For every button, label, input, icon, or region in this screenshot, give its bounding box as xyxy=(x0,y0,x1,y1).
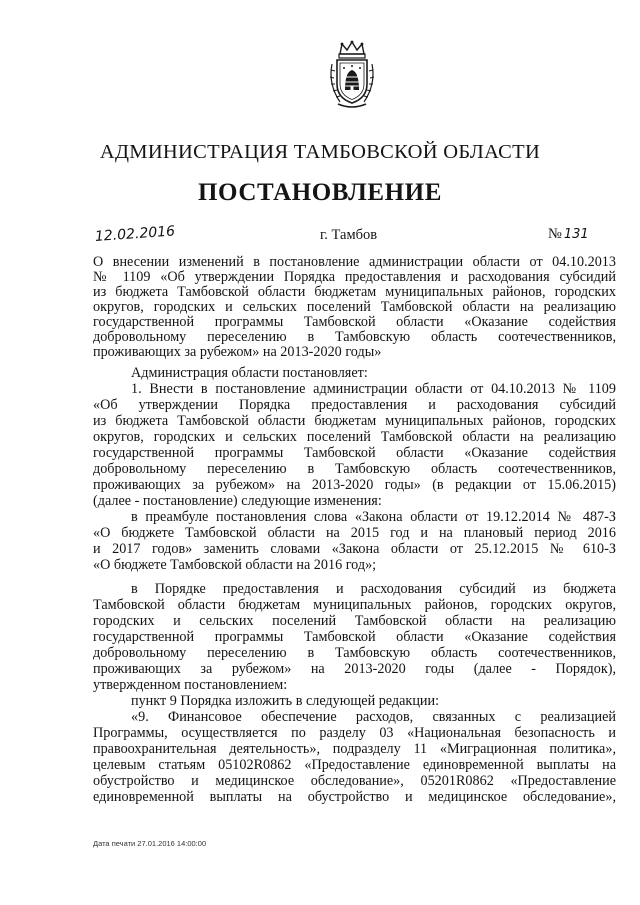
body-line: «О бюджете Тамбовской области на 2016 год»; xyxy=(93,557,377,573)
coat-of-arms-icon xyxy=(326,40,378,112)
subject-line: О внесении изменений в постановление администрации области от 04.10.2013 xyxy=(93,254,616,270)
body-line: из бюджета Тамбовской области бюджетам муниципальных районов, городских xyxy=(93,413,616,429)
body-line: проживающих за рубежом» на 2013-2020 годы» (в редакции от 15.06.2015) xyxy=(93,477,616,493)
body-line: 1. Внести в постановление администрации области от 04.10.2013 № 1109 xyxy=(131,381,616,397)
subject-line: из бюджета Тамбовской области бюджетам муниципальных районов, городских xyxy=(93,284,616,300)
handwritten-date: 12.02.2016 xyxy=(94,223,176,245)
body-line: целевым статьям 05102R0862 «Предоставление единовременной выплаты на xyxy=(93,757,616,773)
subject-line: округов, городских и сельских поселений Тамбовской области на реализацию xyxy=(93,299,616,315)
body-line: государственной программы Тамбовской области «Оказание содействия xyxy=(93,445,616,461)
number-prefix: № xyxy=(548,226,562,242)
body-line: в Порядке предоставления и расходования субсидий из бюджета xyxy=(131,581,616,597)
body-line: обустройство и медицинское обследование», 05201R0862 «Предоставление xyxy=(93,773,616,789)
body-line: в преамбуле постановления слова «Закона области от 19.12.2014 № 487-З xyxy=(131,509,616,525)
subject-line: государственной программы Тамбовской области «Оказание содействия xyxy=(93,314,616,330)
subject-line: проживающих за рубежом» на 2013-2020 годы» xyxy=(93,344,382,360)
body-line: добровольному переселению в Тамбовскую область соотечественников, xyxy=(93,461,616,477)
document-number xyxy=(548,226,589,243)
body-line: утвержденном постановлением: xyxy=(93,677,288,693)
handwritten-number: 131 xyxy=(563,227,589,242)
body-line: пункт 9 Порядка изложить в следующей редакции: xyxy=(131,693,440,709)
body-line: городских и сельских поселений Тамбовской области на реализацию xyxy=(93,613,616,629)
body-line: правоохранительная деятельность», подразделу 11 «Миграционная политика», xyxy=(93,741,616,757)
body-line: «Об утверждении Порядка предоставления и расходования субсидий xyxy=(93,397,616,413)
organization-title: АДМИНИСТРАЦИЯ ТАМБОВСКОЙ ОБЛАСТИ xyxy=(99,141,541,163)
body-line: единовременной выплаты на обустройство и медицинское обследование», xyxy=(93,789,616,805)
document-type-title: ПОСТАНОВЛЕНИЕ xyxy=(197,179,443,206)
body-line: добровольному переселению в Тамбовскую область соотечественников, xyxy=(93,645,616,661)
body-line: и 2017 годов» заменить словами «Закона области от 25.12.2015 № 610-З xyxy=(93,541,616,557)
print-date-footer: Дата печати 27.01.2016 14:00:00 xyxy=(93,839,207,848)
body-line: Администрация области постановляет: xyxy=(131,365,368,381)
body-line: государственной программы Тамбовской области «Оказание содействия xyxy=(93,629,616,645)
body-line: проживающих за рубежом» на 2013-2020 годы (далее - Порядок), xyxy=(93,661,616,677)
body-line: Программы, осуществляется по разделу 03 «Национальная безопасность и xyxy=(93,725,616,741)
subject-line: № 1109 «Об утверждении Порядка предоставления и расходования субсидий xyxy=(93,269,616,285)
body-line: (далее - постановление) следующие изменения: xyxy=(93,493,382,509)
body-line: «О бюджете Тамбовской области на 2015 год и на плановый период 2016 xyxy=(93,525,616,541)
city-label: г. Тамбов xyxy=(320,227,378,243)
body-line: Тамбовской области бюджетам муниципальных районов, городских округов, xyxy=(93,597,616,613)
body-line: округов, городских и сельских поселений Тамбовской области на реализацию xyxy=(93,429,616,445)
body-line: «9. Финансовое обеспечение расходов, связанных с реализацией xyxy=(131,709,616,725)
subject-line: добровольному переселению в Тамбовскую область соотечественников, xyxy=(93,329,616,345)
